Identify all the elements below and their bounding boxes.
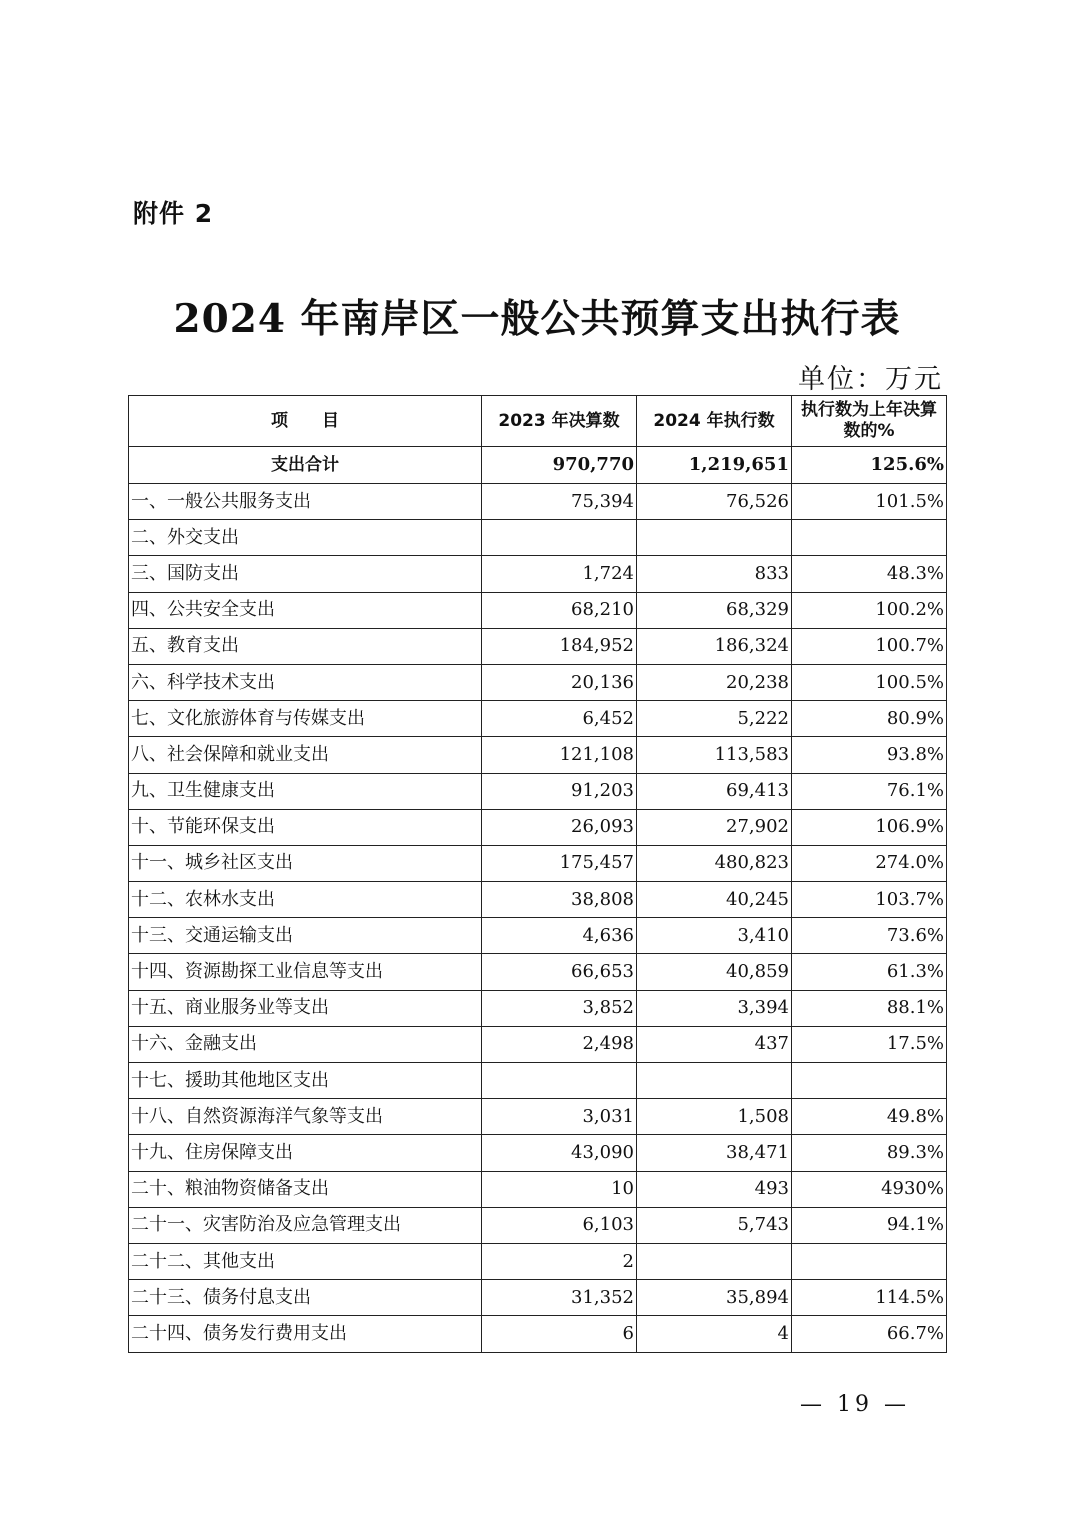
- row-2023: 38,808: [482, 882, 637, 918]
- row-name: 二十一、灾害防治及应急管理支出: [129, 1207, 482, 1243]
- row-2024: 27,902: [637, 809, 792, 845]
- table-row: [129, 1171, 947, 1207]
- row-2023: 6,452: [482, 701, 637, 737]
- table-row: [129, 1099, 947, 1135]
- row-2023: [482, 520, 637, 556]
- row-2024: 833: [637, 556, 792, 592]
- row-2024: 5,743: [637, 1207, 792, 1243]
- column-header-2024: 2024 年执行数: [637, 396, 792, 447]
- row-2023: 2,498: [482, 1026, 637, 1062]
- row-percent: 66.7%: [792, 1316, 947, 1352]
- row-2024: 76,526: [637, 484, 792, 520]
- row-2023: 31,352: [482, 1280, 637, 1316]
- row-2024: 5,222: [637, 701, 792, 737]
- row-name: 十八、自然资源海洋气象等支出: [129, 1099, 482, 1135]
- row-percent: 274.0%: [792, 845, 947, 881]
- row-percent: 17.5%: [792, 1026, 947, 1062]
- row-2024: [637, 520, 792, 556]
- row-2024: [637, 1063, 792, 1099]
- row-percent: 89.3%: [792, 1135, 947, 1171]
- row-name: 十六、金融支出: [129, 1026, 482, 1062]
- table-row: [129, 1280, 947, 1316]
- row-2024: 113,583: [637, 737, 792, 773]
- row-name: 二十四、债务发行费用支出: [129, 1316, 482, 1352]
- row-percent: [792, 1063, 947, 1099]
- row-2023: 3,852: [482, 990, 637, 1026]
- total-2023: 970,770: [482, 447, 637, 484]
- table-row: [129, 954, 947, 990]
- row-2023: 66,653: [482, 954, 637, 990]
- table-row: [129, 701, 947, 737]
- table-header-row: [129, 396, 947, 447]
- row-percent: 80.9%: [792, 701, 947, 737]
- row-2023: 26,093: [482, 809, 637, 845]
- column-header-percent: 执行数为上年决算数的%: [792, 396, 947, 447]
- row-percent: 88.1%: [792, 990, 947, 1026]
- table-row: [129, 628, 947, 664]
- table-row: [129, 918, 947, 954]
- row-2023: 68,210: [482, 592, 637, 628]
- table-row: [129, 809, 947, 845]
- row-2023: 121,108: [482, 737, 637, 773]
- row-percent: 100.7%: [792, 628, 947, 664]
- row-2023: 1,724: [482, 556, 637, 592]
- row-2024: 493: [637, 1171, 792, 1207]
- row-2024: 3,394: [637, 990, 792, 1026]
- row-name: 十四、资源勘探工业信息等支出: [129, 954, 482, 990]
- row-name: 六、科学技术支出: [129, 664, 482, 700]
- row-percent: [792, 1243, 947, 1279]
- row-2024: 20,238: [637, 664, 792, 700]
- row-name: 五、教育支出: [129, 628, 482, 664]
- column-header-2023: 2023 年决算数: [482, 396, 637, 447]
- table-row: [129, 484, 947, 520]
- row-percent: 100.2%: [792, 592, 947, 628]
- row-2023: 20,136: [482, 664, 637, 700]
- row-2023: [482, 1063, 637, 1099]
- table-row: [129, 556, 947, 592]
- row-2023: 6: [482, 1316, 637, 1352]
- table-row: [129, 882, 947, 918]
- row-percent: 48.3%: [792, 556, 947, 592]
- row-2024: 1,508: [637, 1099, 792, 1135]
- total-percent: 125.6%: [792, 447, 947, 484]
- row-percent: 106.9%: [792, 809, 947, 845]
- row-name: 十七、援助其他地区支出: [129, 1063, 482, 1099]
- row-2024: 69,413: [637, 773, 792, 809]
- table-row: [129, 845, 947, 881]
- row-name: 四、公共安全支出: [129, 592, 482, 628]
- row-2023: 4,636: [482, 918, 637, 954]
- row-2024: [637, 1243, 792, 1279]
- table-row: [129, 737, 947, 773]
- table-row: [129, 990, 947, 1026]
- row-2024: 35,894: [637, 1280, 792, 1316]
- table-row: [129, 520, 947, 556]
- table-row: [129, 1026, 947, 1062]
- total-name: 支出合计: [129, 447, 482, 484]
- row-2023: 184,952: [482, 628, 637, 664]
- row-percent: 61.3%: [792, 954, 947, 990]
- row-2023: 43,090: [482, 1135, 637, 1171]
- row-2023: 2: [482, 1243, 637, 1279]
- row-2024: 38,471: [637, 1135, 792, 1171]
- row-percent: [792, 520, 947, 556]
- row-2023: 10: [482, 1171, 637, 1207]
- row-name: 十一、城乡社区支出: [129, 845, 482, 881]
- row-2024: 40,859: [637, 954, 792, 990]
- table-row: [129, 1243, 947, 1279]
- row-name: 二十二、其他支出: [129, 1243, 482, 1279]
- row-name: 一、一般公共服务支出: [129, 484, 482, 520]
- row-percent: 73.6%: [792, 918, 947, 954]
- row-name: 九、卫生健康支出: [129, 773, 482, 809]
- row-percent: 76.1%: [792, 773, 947, 809]
- table-row: [129, 1063, 947, 1099]
- total-row: [129, 447, 947, 484]
- table-row: [129, 1135, 947, 1171]
- row-percent: 101.5%: [792, 484, 947, 520]
- row-name: 八、社会保障和就业支出: [129, 737, 482, 773]
- row-percent: 103.7%: [792, 882, 947, 918]
- row-2024: 186,324: [637, 628, 792, 664]
- row-percent: 93.8%: [792, 737, 947, 773]
- row-name: 十二、农林水支出: [129, 882, 482, 918]
- row-2024: 68,329: [637, 592, 792, 628]
- row-name: 十五、商业服务业等支出: [129, 990, 482, 1026]
- table-row: [129, 1316, 947, 1352]
- row-2024: 437: [637, 1026, 792, 1062]
- row-2024: 3,410: [637, 918, 792, 954]
- total-2024: 1,219,651: [637, 447, 792, 484]
- row-2024: 480,823: [637, 845, 792, 881]
- row-2023: 3,031: [482, 1099, 637, 1135]
- row-name: 十、节能环保支出: [129, 809, 482, 845]
- row-2023: 175,457: [482, 845, 637, 881]
- row-name: 十九、住房保障支出: [129, 1135, 482, 1171]
- page-number: — 19 —: [800, 1392, 910, 1417]
- table-row: [129, 1207, 947, 1243]
- row-percent: 49.8%: [792, 1099, 947, 1135]
- column-header-item: 项 目: [129, 396, 482, 447]
- row-2024: 40,245: [637, 882, 792, 918]
- row-name: 二十三、债务付息支出: [129, 1280, 482, 1316]
- row-name: 七、文化旅游体育与传媒支出: [129, 701, 482, 737]
- row-2024: 4: [637, 1316, 792, 1352]
- table-row: [129, 664, 947, 700]
- row-name: 十三、交通运输支出: [129, 918, 482, 954]
- row-2023: 91,203: [482, 773, 637, 809]
- table-row: [129, 773, 947, 809]
- row-percent: 94.1%: [792, 1207, 947, 1243]
- row-2023: 75,394: [482, 484, 637, 520]
- row-percent: 4930%: [792, 1171, 947, 1207]
- unit-label: 单位：万元: [798, 364, 943, 395]
- row-name: 二十、粮油物资储备支出: [129, 1171, 482, 1207]
- budget-table: [128, 395, 947, 1353]
- row-2023: 6,103: [482, 1207, 637, 1243]
- table-row: [129, 592, 947, 628]
- row-percent: 114.5%: [792, 1280, 947, 1316]
- row-percent: 100.5%: [792, 664, 947, 700]
- row-name: 二、外交支出: [129, 520, 482, 556]
- row-name: 三、国防支出: [129, 556, 482, 592]
- page-title: 2024 年南岸区一般公共预算支出执行表: [173, 296, 901, 342]
- attachment-label: 附件 2: [133, 199, 214, 228]
